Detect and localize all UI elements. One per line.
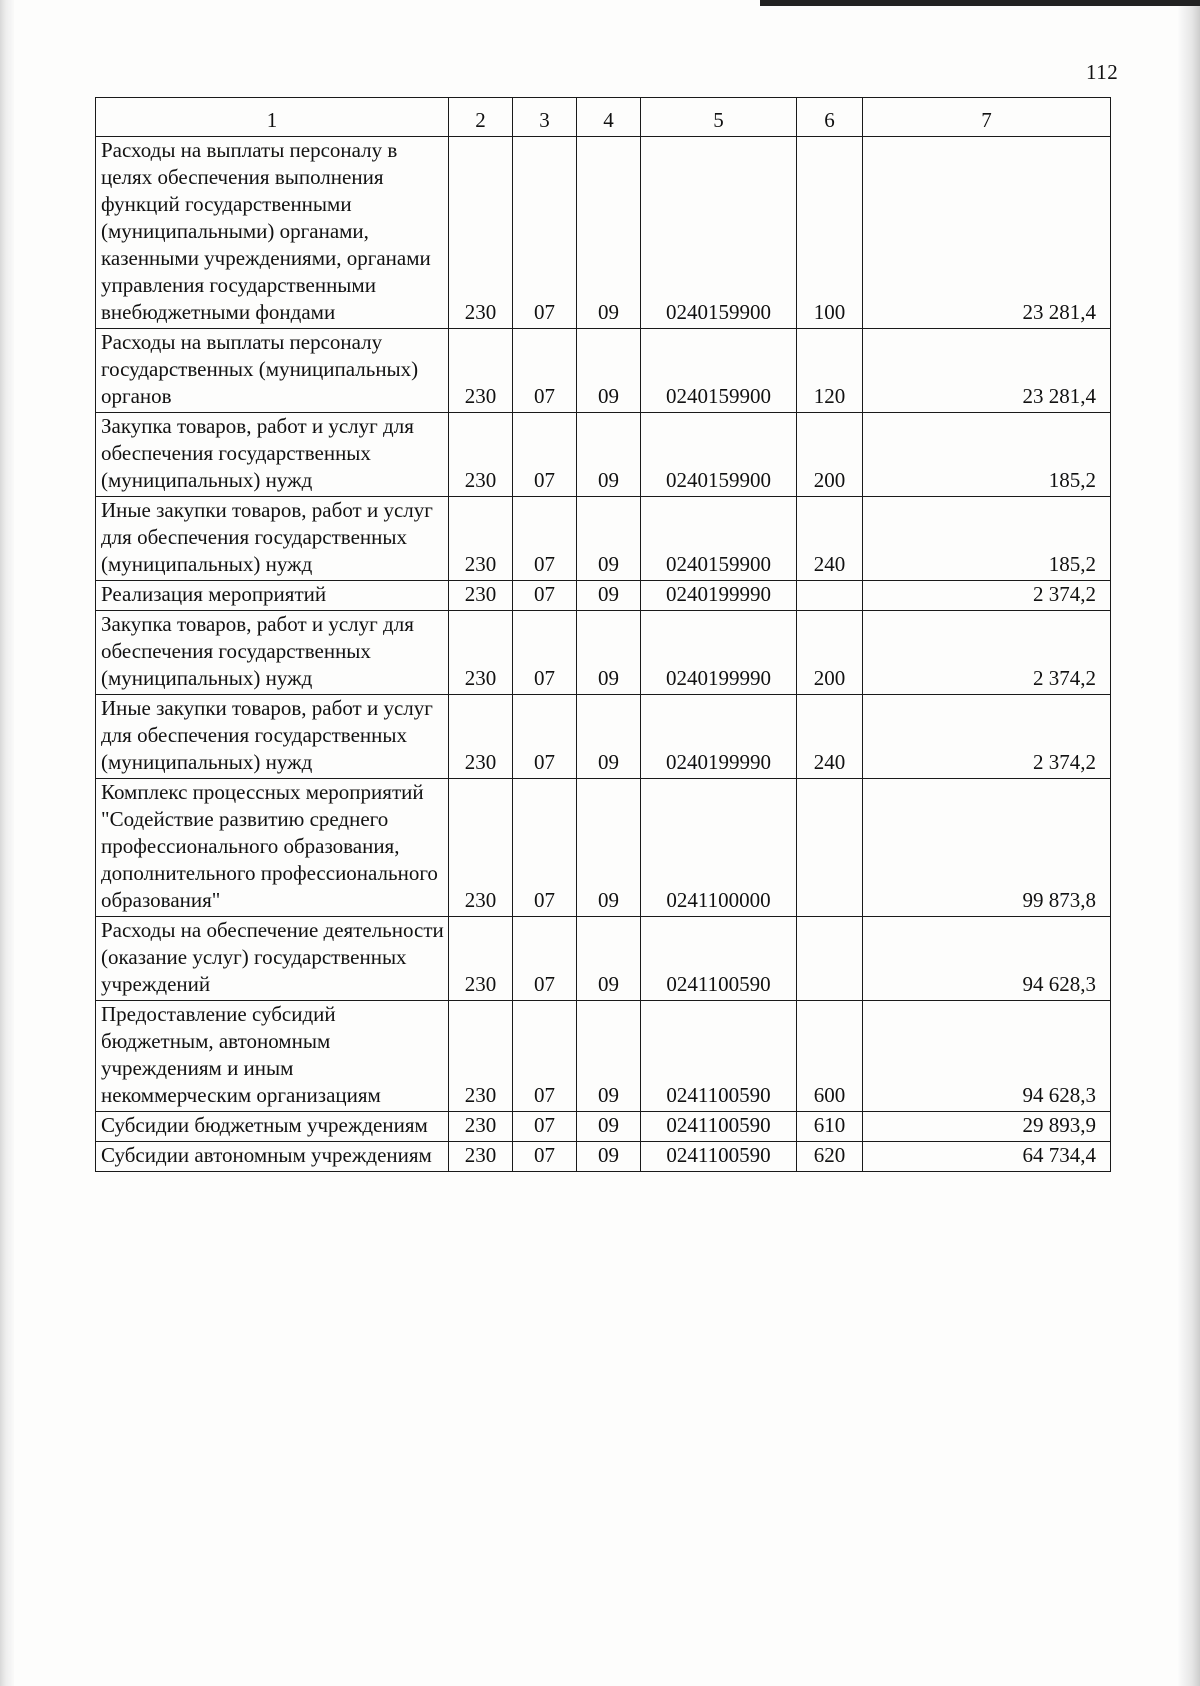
row-description: Предоставление субсидий бюджетным, автономным учреждениям и иным некоммерческим организациям (96, 1001, 449, 1112)
row-target-article: 0240159900 (641, 413, 797, 497)
row-amount: 64 734,4 (863, 1142, 1111, 1172)
row-code-section: 07 (513, 917, 577, 1001)
row-code-subsection: 09 (577, 1142, 641, 1172)
row-amount: 185,2 (863, 413, 1111, 497)
row-code-subsection: 09 (577, 137, 641, 329)
row-target-article: 0241100590 (641, 1001, 797, 1112)
row-target-article: 0241100000 (641, 779, 797, 917)
row-code-subsection: 09 (577, 1001, 641, 1112)
table-row (96, 695, 1111, 779)
row-description: Иные закупки товаров, работ и услуг для обеспечения государственных (муниципальных) нужд (96, 695, 449, 779)
row-description: Субсидии автономным учреждениям (96, 1142, 449, 1172)
row-expense-type: 240 (797, 695, 863, 779)
table-row (96, 1001, 1111, 1112)
row-code-section: 07 (513, 1001, 577, 1112)
row-target-article: 0241100590 (641, 917, 797, 1001)
row-code-subsection: 09 (577, 917, 641, 1001)
row-code-subsection: 09 (577, 413, 641, 497)
row-code-ministry: 230 (449, 695, 513, 779)
row-expense-type: 600 (797, 1001, 863, 1112)
row-code-subsection: 09 (577, 581, 641, 611)
row-target-article: 0240159900 (641, 497, 797, 581)
table-body (96, 137, 1111, 1172)
table-row (96, 917, 1111, 1001)
row-amount: 2 374,2 (863, 611, 1111, 695)
table-row (96, 611, 1111, 695)
column-header: 1 (96, 98, 449, 137)
row-code-ministry: 230 (449, 1112, 513, 1142)
row-description: Субсидии бюджетным учреждениям (96, 1112, 449, 1142)
row-description: Иные закупки товаров, работ и услуг для обеспечения государственных (муниципальных) нужд (96, 497, 449, 581)
row-code-ministry: 230 (449, 779, 513, 917)
table-header-row (96, 98, 1111, 137)
row-code-section: 07 (513, 695, 577, 779)
row-expense-type (797, 779, 863, 917)
table-row (96, 329, 1111, 413)
budget-table (95, 97, 1111, 1172)
row-code-ministry: 230 (449, 497, 513, 581)
scan-edge-left (0, 0, 14, 1686)
column-header: 7 (863, 98, 1111, 137)
row-code-subsection: 09 (577, 695, 641, 779)
column-header: 5 (641, 98, 797, 137)
row-expense-type: 100 (797, 137, 863, 329)
row-description: Расходы на выплаты персоналу в целях обеспечения выполнения функций государственными (муниципальными) органами, казенными учреждениями, органами управления государственными внебюджетными фондами (96, 137, 449, 329)
column-header: 4 (577, 98, 641, 137)
row-expense-type (797, 917, 863, 1001)
row-code-subsection: 09 (577, 329, 641, 413)
row-code-subsection: 09 (577, 497, 641, 581)
row-code-section: 07 (513, 329, 577, 413)
row-code-section: 07 (513, 137, 577, 329)
row-code-subsection: 09 (577, 611, 641, 695)
table-row (96, 1142, 1111, 1172)
table-row (96, 779, 1111, 917)
row-code-subsection: 09 (577, 1112, 641, 1142)
row-amount: 2 374,2 (863, 581, 1111, 611)
row-expense-type: 240 (797, 497, 863, 581)
column-header: 3 (513, 98, 577, 137)
row-code-ministry: 230 (449, 413, 513, 497)
column-header: 6 (797, 98, 863, 137)
scan-edge-top (760, 0, 1200, 6)
row-code-ministry: 230 (449, 1001, 513, 1112)
row-target-article: 0240159900 (641, 329, 797, 413)
row-amount: 94 628,3 (863, 1001, 1111, 1112)
row-code-subsection: 09 (577, 779, 641, 917)
table-row (96, 1112, 1111, 1142)
table-row (96, 581, 1111, 611)
row-code-ministry: 230 (449, 611, 513, 695)
row-description: Закупка товаров, работ и услуг для обеспечения государственных (муниципальных) нужд (96, 413, 449, 497)
table-row (96, 497, 1111, 581)
row-code-section: 07 (513, 611, 577, 695)
row-target-article: 0241100590 (641, 1142, 797, 1172)
row-code-section: 07 (513, 581, 577, 611)
row-expense-type: 610 (797, 1112, 863, 1142)
page-number: 112 (1086, 60, 1119, 84)
row-expense-type: 120 (797, 329, 863, 413)
row-code-section: 07 (513, 1112, 577, 1142)
column-header: 2 (449, 98, 513, 137)
row-code-section: 07 (513, 1142, 577, 1172)
table-row (96, 413, 1111, 497)
row-target-article: 0240199990 (641, 695, 797, 779)
row-code-ministry: 230 (449, 329, 513, 413)
row-amount: 23 281,4 (863, 329, 1111, 413)
row-code-ministry: 230 (449, 137, 513, 329)
row-code-section: 07 (513, 779, 577, 917)
row-expense-type: 620 (797, 1142, 863, 1172)
row-amount: 2 374,2 (863, 695, 1111, 779)
row-target-article: 0241100590 (641, 1112, 797, 1142)
row-target-article: 0240199990 (641, 581, 797, 611)
row-target-article: 0240199990 (641, 611, 797, 695)
row-description: Закупка товаров, работ и услуг для обеспечения государственных (муниципальных) нужд (96, 611, 449, 695)
row-expense-type (797, 581, 863, 611)
row-amount: 23 281,4 (863, 137, 1111, 329)
row-code-section: 07 (513, 497, 577, 581)
row-description: Расходы на обеспечение деятельности (оказание услуг) государственных учреждений (96, 917, 449, 1001)
row-target-article: 0240159900 (641, 137, 797, 329)
row-amount: 94 628,3 (863, 917, 1111, 1001)
row-amount: 185,2 (863, 497, 1111, 581)
row-amount: 29 893,9 (863, 1112, 1111, 1142)
row-code-ministry: 230 (449, 1142, 513, 1172)
row-description: Расходы на выплаты персоналу государственных (муниципальных) органов (96, 329, 449, 413)
row-description: Реализация мероприятий (96, 581, 449, 611)
row-expense-type: 200 (797, 413, 863, 497)
table-row (96, 137, 1111, 329)
row-expense-type: 200 (797, 611, 863, 695)
row-amount: 99 873,8 (863, 779, 1111, 917)
row-code-ministry: 230 (449, 581, 513, 611)
row-code-ministry: 230 (449, 917, 513, 1001)
scan-edge-right (1178, 0, 1200, 1686)
row-code-section: 07 (513, 413, 577, 497)
row-description: Комплекс процессных мероприятий "Содействие развитию среднего профессионального образования, дополнительного профессионального образования" (96, 779, 449, 917)
